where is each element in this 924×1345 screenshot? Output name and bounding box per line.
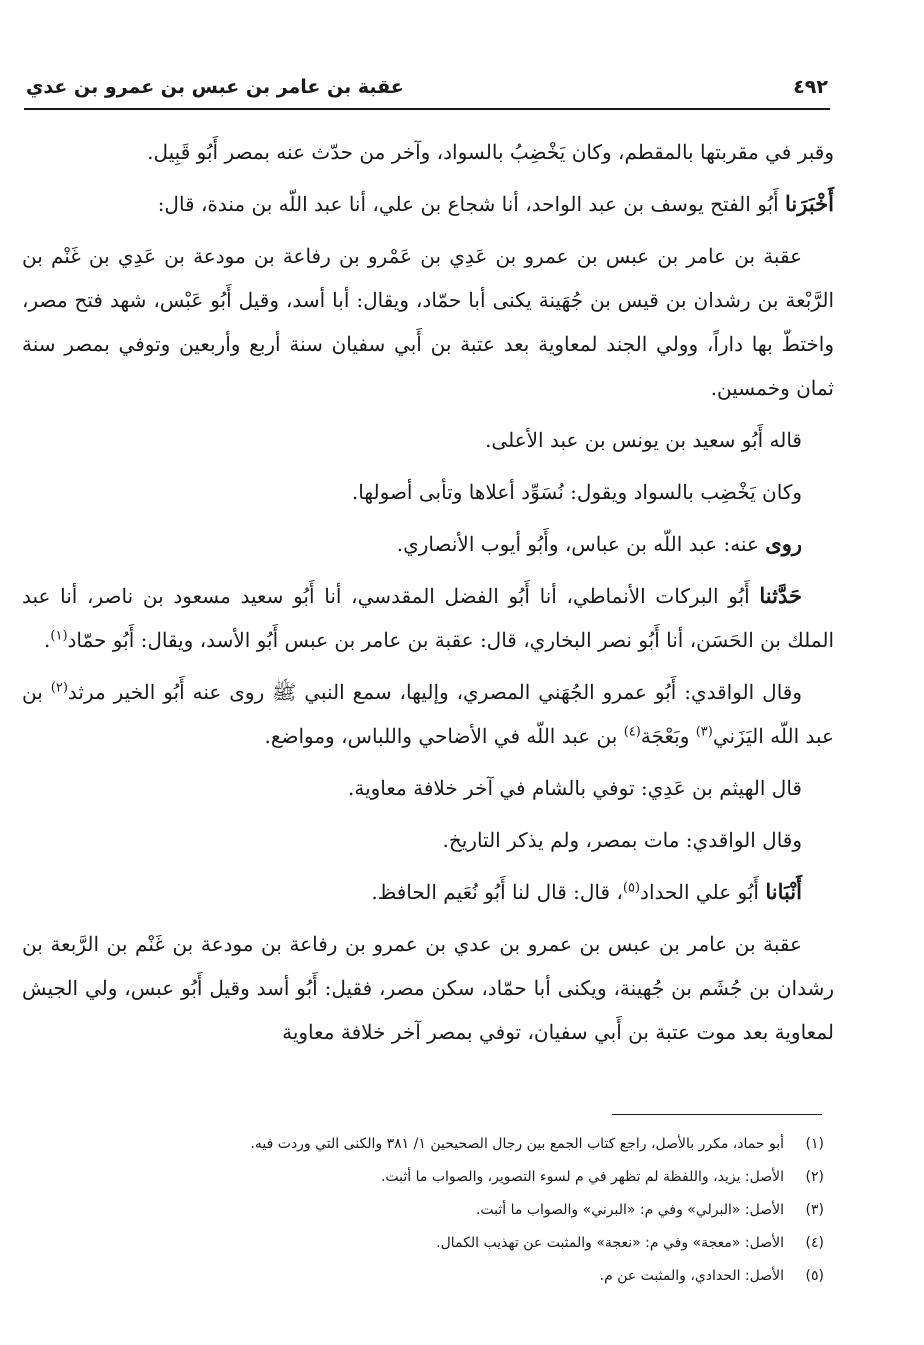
page-number: ٤٩٢ <box>793 76 828 98</box>
paragraph: وقبر في مقربتها بالمقطم، وكان يَخْضِبُ بالسواد، وآخر من حدّث عنه بمصر أَبُو قَبِيل. <box>147 140 834 164</box>
footnote-rule <box>612 1114 822 1115</box>
narration-keyword: روى <box>765 531 802 556</box>
paragraph <box>22 574 834 662</box>
footnote-ref: (٥) <box>622 880 641 896</box>
footnote-number: (٤) <box>805 1235 824 1251</box>
paragraph <box>22 670 834 758</box>
paragraph-text: وقال الواقدي: أَبُو عمرو الجُهَني المصري، وإليها، سمع النبي ﷺ روى عنه أَبُو الخير مرثد <box>67 680 803 704</box>
footnote-number: (١) <box>805 1136 824 1152</box>
paragraph-text: أَبُو البركات الأنماطي، أنا أَبُو الفضل المقدسي، أنا أَبُو سعيد مسعود بن ناصر، أنا عبد الملك بن الحَسَن، أنا أَبُو نصر البخاري، قال: عقبة بن عامر بن عبس أَبُو الأسد، ويقال: أَبُو حمّاد <box>22 584 834 652</box>
footnote <box>60 1194 824 1227</box>
narration-keyword: أَخْبَرَنا <box>785 191 834 216</box>
paragraph <box>22 182 834 226</box>
header-rule <box>24 108 830 110</box>
footnote <box>60 1128 824 1161</box>
paragraph-text: بن عبد اللّه اليَزَني <box>22 680 834 748</box>
footnote <box>60 1260 824 1293</box>
paragraph: قال الهيثم بن عَدِي: توفي بالشام في آخر خلافة معاوية. <box>348 776 802 800</box>
footnote <box>60 1227 824 1260</box>
main-text <box>22 130 834 1062</box>
footnote-ref: (٢) <box>50 680 68 696</box>
footnote-number: (٣) <box>805 1202 824 1218</box>
narration-keyword: حَدَّثنا <box>759 583 802 608</box>
paragraph-text: بن عبد اللّه في الأضاحي واللباس، ومواضع. <box>264 724 624 748</box>
paragraph: وكان يَخْضِب بالسواد ويقول: نُسَوِّد أعلاها وتأبى أصولها. <box>351 480 802 504</box>
footnote-ref: (٣) <box>695 724 713 740</box>
paragraph: وقال الواقدي: مات بمصر، ولم يذكر التاريخ. <box>442 828 802 852</box>
footnote-number: (٥) <box>805 1268 824 1284</box>
paragraph-text: وبَعْجَة <box>640 724 696 748</box>
paragraph <box>22 870 834 914</box>
running-head <box>26 72 828 106</box>
footnote-text: الأصل: «معجة» وفي م: «نعجة» والمثبت عن تهذيب الكمال. <box>436 1235 784 1251</box>
paragraph: قاله أَبُو سعيد بن يونس بن عبد الأعلى. <box>485 428 802 452</box>
paragraph-text: عنه: عبد اللّه بن عباس، وأَبُو أيوب الأنصاري. <box>396 532 766 556</box>
paragraph-text: . <box>44 628 51 652</box>
footnote-text: الأصل: يزيد، واللفظة لم تظهر في م لسوء التصوير، والصواب ما أثبت. <box>380 1169 784 1185</box>
paragraph <box>22 522 834 566</box>
paragraph: عقبة بن عامر بن عبس بن عمرو بن عدي بن عمرو بن رفاعة بن مودعة بن غَنْم بن الرَّبعة بن رشدان بن جُشَم بن جُهينة، ويكنى أبا حمّاد، سكن مصر، فقيل: أَبُو أسد وقيل أَبُو عبس، ولي الجيش لمعاوية بعد موت عتبة بن أَبي سفيان، توفي بمصر آخر خلافة معاوية <box>22 932 834 1044</box>
footnote-text: أبو حماد، مكرر بالأصل، راجع كتاب الجمع بين رجال الصحيحين ١/ ٣٨١ والكنى التي وردت فيه. <box>250 1136 784 1152</box>
footnotes <box>60 1128 824 1293</box>
running-title: عقبة بن عامر بن عبس بن عمرو بن عدي <box>26 76 404 98</box>
footnote-text: الأصل: الحدادي، والمثبت عن م. <box>599 1268 784 1284</box>
footnote-ref: (١) <box>50 628 68 644</box>
paragraph: عقبة بن عامر بن عبس بن عمرو بن عَدِي بن عَمْرو بن رفاعة بن مودعة بن عَدِي بن غَنْم بن الرَّبْعة بن رشدان بن قيس بن جُهَينة يكنى أبا حمّاد، ويقال: أبا أسد، وقيل أَبُو عَبْس، شهد فتح مصر، واختطّ بها داراً، وولي الجند لمعاوية بعد عتبة بن أَبي سفيان سنة أربع وأربعين وتوفي بمصر سنة ثمان وخمسين. <box>22 244 834 400</box>
footnote <box>60 1161 824 1194</box>
footnote-text: الأصل: «البرلي» وفي م: «البرني» والصواب ما أثبت. <box>475 1202 784 1218</box>
narration-keyword: أَنْبَانا <box>765 879 802 904</box>
paragraph-text: ، قال: قال لنا أَبُو نُعَيم الحافظ. <box>371 880 623 904</box>
paragraph-text: أَبُو الفتح يوسف بن عبد الواحد، أنا شجاع بن علي، أنا عبد اللّه بن مندة، قال: <box>157 192 786 216</box>
footnote-number: (٢) <box>805 1169 824 1185</box>
paragraph-text: أَبُو علي الحداد <box>640 880 766 904</box>
footnote-ref: (٤) <box>623 724 641 740</box>
